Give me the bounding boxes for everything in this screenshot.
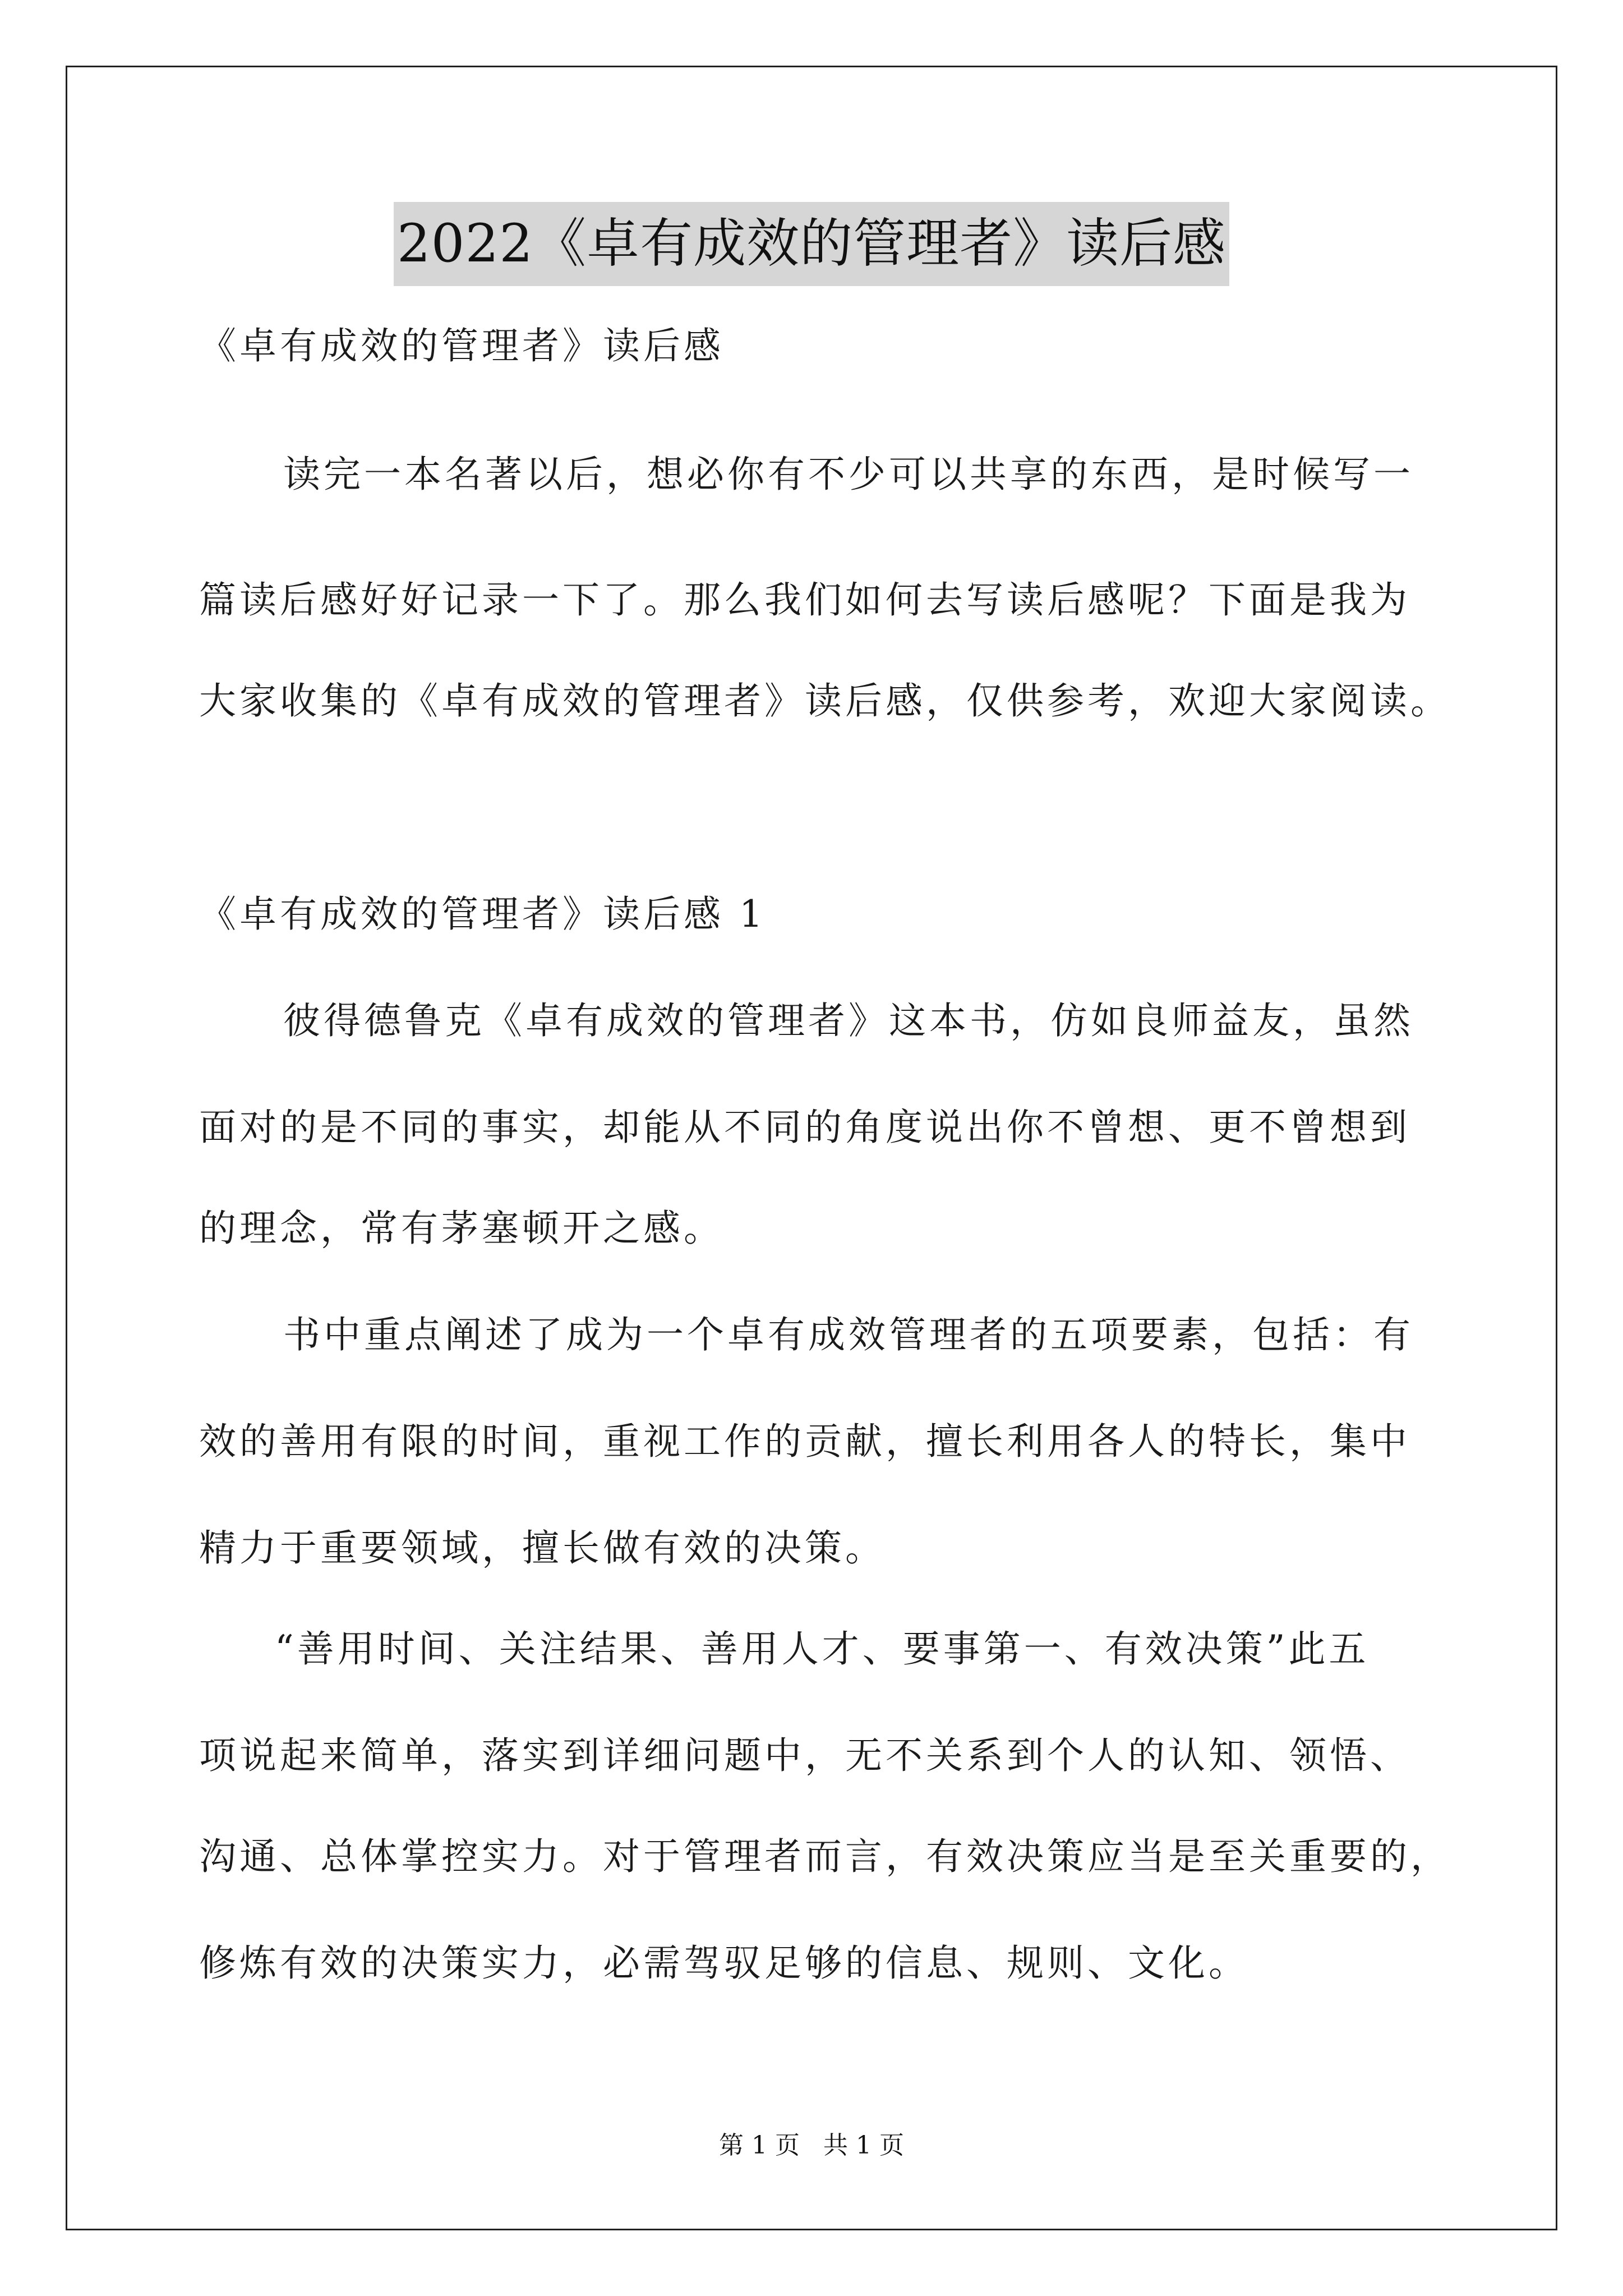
paragraph-line: 效的善用有限的时间，重视工作的贡献，擅长利用各人的特长，集中 [199,1420,1410,1463]
paragraph-line: 读完一本名著以后，想必你有不少可以共享的东西，是时候写一 [283,453,1414,496]
paragraph-line: 大家收集的《卓有成效的管理者》读后感，仅供参考，欢迎大家阅读。 [199,679,1451,723]
section-heading: 《卓有成效的管理者》读后感 [199,324,724,367]
paragraph-line: 项说起来简单，落实到详细问题中，无不关系到个人的认知、领悟、 [199,1734,1410,1777]
paragraph-line: 沟通、总体掌控实力。对于管理者而言，有效决策应当是至关重要的， [199,1835,1451,1878]
paragraph-line: 书中重点阐述了成为一个卓有成效管理者的五项要素，包括：有 [283,1313,1414,1356]
paragraph-line: 修炼有效的决策实力，必需驾驭足够的信息、规则、文化。 [199,1941,1249,1985]
document-title: 2022《卓有成效的管理者》读后感 [394,202,1229,286]
paragraph-line: 彼得德鲁克《卓有成效的管理者》这本书，仿如良师益友，虽然 [283,999,1414,1042]
paragraph-line: 精力于重要领域，擅长做有效的决策。 [199,1526,886,1570]
paragraph-line: 篇读后感好好记录一下了。那么我们如何去写读后感呢？下面是我为 [199,578,1410,622]
paragraph-line: “善用时间、关注结果、善用人才、要事第一、有效决策”此五 [275,1627,1370,1671]
section-heading: 《卓有成效的管理者》读后感 1 [199,892,766,936]
title-container [0,202,1623,286]
paragraph-line: 的理念，常有茅塞顿开之感。 [199,1207,724,1250]
page-footer: 第 1 页 共 1 页 [719,2131,904,2160]
paragraph-line: 面对的是不同的事实，却能从不同的角度说出你不曾想、更不曾想到 [199,1106,1410,1149]
